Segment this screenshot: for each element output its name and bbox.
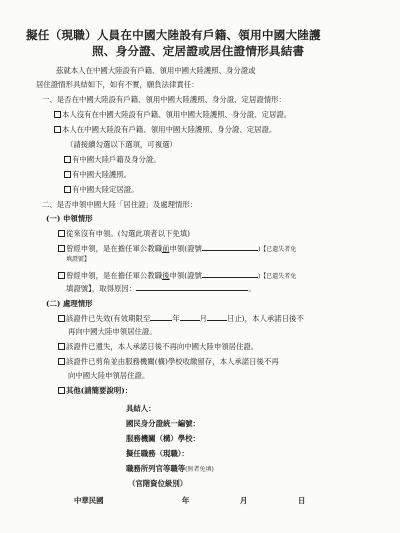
rank-level-label: （官階資位級別） — [128, 479, 188, 488]
never-applied-label: 從來沒有申領。(勾選此項者以下免填) — [66, 229, 191, 238]
checkbox-other[interactable] — [58, 387, 65, 394]
checkbox-lost[interactable] — [58, 343, 65, 350]
rank-note: (無者免填) — [185, 466, 214, 473]
lost-row — [58, 342, 258, 352]
applied-before-text-b: 申領(證號 — [169, 244, 202, 253]
section1-option-has — [54, 125, 276, 135]
applied-after-text-c: )【已遺失者免 — [257, 273, 297, 280]
applied-after-emphasis: 後 — [162, 271, 170, 280]
checkbox-household-id[interactable] — [64, 156, 71, 163]
section2-part2-label: (二) 處理情形 — [46, 299, 93, 308]
section1-option-none-label: 本人沒有在中國大陸設有戶籍、領用中國大陸護照、身分證、定居證。 — [62, 110, 292, 119]
applied-after-row — [58, 270, 296, 282]
expired-continuation: 再向中國大陸申領居住證。 — [68, 327, 157, 336]
applied-after-reason-label: 填證號】，取得原因： — [66, 284, 137, 293]
section1-heading: 一、是否在中國大陸設有戶籍、領用中國大陸護照、身分證、定居證情形： — [42, 95, 286, 104]
permit-number-before-field[interactable] — [202, 243, 258, 251]
rank-row — [126, 464, 214, 475]
intro-line-2: 居住證情形具結如下，如有不實，願負法律責任： — [36, 80, 199, 89]
applied-after-text-a: 曾經申領，是在擔任軍公教職 — [66, 271, 163, 280]
surrendered-continuation: 向中國大陸申領居住證。 — [68, 371, 150, 380]
surrendered-row — [58, 357, 279, 367]
expired-year-label: 年 — [172, 314, 180, 323]
expired-text-a: 該證件已失效(有效期限至 — [66, 314, 151, 323]
section1-sub-passport — [64, 170, 131, 180]
applied-before-row — [58, 243, 296, 255]
applied-before-continuation: 填證號】 — [66, 256, 91, 263]
section1-option-has-label: 本人在中國大陸設有戶籍、領用中國大陸護照、身分證、定居證。 — [62, 125, 277, 134]
section1-sub-household-id — [64, 155, 161, 165]
never-applied-row — [58, 229, 190, 239]
date-era: 中華民國 — [74, 496, 104, 505]
checkbox-applied-before[interactable] — [58, 245, 65, 252]
rank-label: 職務所列官等職等 — [126, 464, 186, 473]
section2-heading: 二、是否申領中國大陸「居住證」及處理情形： — [42, 200, 198, 209]
intro-line-1: 茲就本人在中國大陸設有戶籍、領用中國大陸護照、身分證或 — [56, 66, 256, 75]
checkbox-surrendered[interactable] — [58, 358, 65, 365]
applied-after-reason-end: 。 — [248, 284, 256, 293]
checkbox-settlement-permit[interactable] — [64, 186, 71, 193]
expiry-year-field[interactable] — [150, 313, 172, 321]
section1-sub2-label: 有中國大陸護照。 — [72, 170, 132, 179]
section1-sub-settlement — [64, 185, 139, 195]
checkbox-passport[interactable] — [64, 171, 71, 178]
section1-note: （請接續勾選以下選項，可複選） — [66, 140, 177, 149]
section1-option-none — [54, 110, 291, 120]
applied-after-text-b: 申領(證號 — [169, 271, 202, 280]
pledger-label: 具結人： — [126, 404, 156, 413]
other-row — [58, 386, 132, 396]
applied-before-text-c: )【已遺失者免 — [257, 246, 297, 253]
permit-number-after-field[interactable] — [202, 270, 258, 278]
date-day: 日 — [298, 496, 306, 505]
checkbox-applied-after[interactable] — [58, 272, 65, 279]
date-year: 年 — [182, 496, 190, 505]
applied-before-emphasis: 前 — [162, 244, 170, 253]
id-number-label: 國民身分證統一編號： — [126, 419, 200, 428]
lost-label: 該證件已遺失，本人承諾日後不再向中國大陸申領居住證。 — [66, 342, 259, 351]
expiry-month-field[interactable] — [180, 313, 200, 321]
document-title-line-2: 照、身分證、定居證或居住證情形具結書 — [92, 44, 305, 58]
expired-day-label: 日止)，本人承諾日後不 — [227, 314, 304, 323]
checkbox-has-household[interactable] — [54, 126, 61, 133]
date-month: 月 — [240, 496, 248, 505]
document-title-line-1: 擬任（現職）人員在中國大陸設有戶籍、領用中國大陸護 — [26, 28, 321, 42]
checkbox-no-household[interactable] — [54, 111, 61, 118]
expiry-day-field[interactable] — [207, 313, 227, 321]
position-label: 擬任職務（現職）： — [126, 449, 189, 458]
section1-sub3-label: 有中國大陸定居證。 — [72, 185, 139, 194]
agency-label: 服務機關（構）學校： — [126, 434, 200, 443]
checkbox-expired[interactable] — [58, 315, 65, 322]
expired-row — [58, 313, 304, 324]
expired-month-label: 月 — [199, 314, 207, 323]
other-label: 其他(請簡要說明)： — [66, 386, 133, 395]
section2-part1-label: (一) 申領情形 — [46, 214, 93, 223]
acquisition-reason-field[interactable] — [136, 283, 248, 291]
checkbox-never-applied[interactable] — [58, 230, 65, 237]
applied-before-text-a: 曾經申領，是在擔任軍公教職 — [66, 244, 163, 253]
applied-after-continuation — [66, 283, 256, 294]
surrendered-label: 該證件已剪角並由服務機關(構)學校收繳留存，本人承諾日後不再 — [66, 357, 279, 366]
section1-sub1-label: 有中國大陸戶籍及身分證。 — [72, 155, 161, 164]
